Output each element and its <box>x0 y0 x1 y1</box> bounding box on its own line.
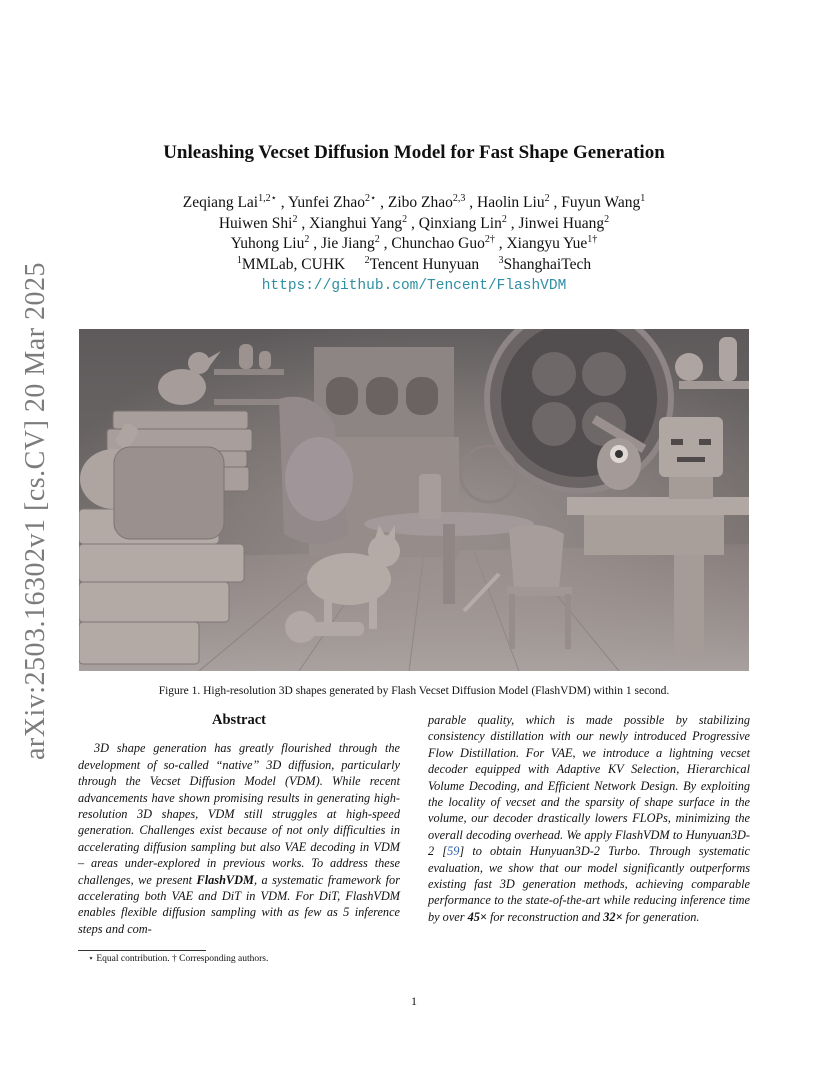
author-name: Xiangyu Yue <box>506 235 588 252</box>
affiliation: MMLab, CUHK <box>241 255 346 273</box>
author-name: Haolin Liu <box>477 194 545 211</box>
author-affil-mark: 1,2⋆ <box>258 192 277 204</box>
author-name: Jinwei Huang <box>518 214 605 232</box>
author-name: Zeqiang Lai <box>182 194 259 211</box>
abstract-text: 3D shape generation has greatly flourished through the development of so-called “native” 3D diffusion, particularly through the Vecset Diffusion Model (VDM). While recent advancements have shown promising results in generating high-resolution 3D shapes, VDM still struggles at high-speed generation. Challenges exist because of not only difficulties in accelerating diffusion sampling but also VAE decoding in VDM – areas under-explored in previous works. To address these challenges, we present <box>78 741 400 887</box>
author-affil-mark: 2 <box>604 213 610 225</box>
author-affil-mark: 2† <box>484 233 495 245</box>
abstract-text: for reconstruction and <box>486 909 604 924</box>
abstract-text: parable quality, which is made possible by stabilizing consistency distillation with our newly introduced Progressive Flow Distillation. For VAE, we introduce a lightning vecset decoder equipped with Adaptive KV Selection, Hierarchical Volume Decoding, and Efficient Network Design. By exploiting the locality of vecset and the sparsity of shape surface in the volume, our decoder drastically lowers FLOPs, minimizing the overall decoding overhead. We apply FlashVDM to Hunyuan3D-2 [ <box>428 713 750 859</box>
abstract-text: , a systematic framework for accelerating both VAE and DiT in VDM. For DiT, FlashVDM enables flexible diffusion sampling with as few as 5 inference steps and com- <box>78 872 400 936</box>
affil-number: 1 <box>236 254 242 266</box>
author-name: Zibo Zhao <box>387 194 453 211</box>
author-block <box>110 193 718 297</box>
affiliations-line <box>110 255 718 276</box>
abstract-right-column <box>428 712 750 925</box>
abstract-text: for generation. <box>622 909 700 924</box>
author-name: Yunfei Zhao <box>287 194 365 211</box>
speedup-recon-bold: 45× <box>467 909 487 924</box>
citation-link[interactable]: 59 <box>447 844 460 859</box>
author-affil-mark: 1 <box>640 192 646 204</box>
author-name: Huiwen Shi <box>218 214 293 232</box>
abstract-paragraph <box>78 740 400 937</box>
figure-caption: Figure 1. High-resolution 3D shapes generated by Flash Vecset Diffusion Model (FlashVDM) within 1 second. <box>158 685 670 697</box>
paper-title: Unleashing Vecset Diffusion Model for Fast Shape Generation <box>163 142 665 163</box>
affiliation: ShanghaiTech <box>503 255 592 273</box>
speedup-gen-bold: 32× <box>603 909 623 924</box>
author-name: Xianghui Yang <box>309 214 403 232</box>
page-number: 1 <box>411 994 417 1008</box>
affil-number: 3 <box>498 254 504 266</box>
author-affil-mark: 2 <box>501 213 507 225</box>
abstract-left-column <box>78 712 400 937</box>
author-affil-mark: 2 <box>374 233 380 245</box>
author-name: Yuhong Liu <box>230 235 305 252</box>
abstract-heading: Abstract <box>212 712 266 728</box>
abstract-paragraph-continued <box>428 712 750 925</box>
author-line-3: Yuhong Liu$^2$ , Jie Jiang$^2$ , Chunchao Guo$^{2\dagger}$ , Xiangyu Yue$^{1\dagger}$ <box>230 233 598 252</box>
arxiv-stamp: arXiv:2503.16302v1 [cs.CV] 20 Mar 2025 <box>20 261 51 760</box>
affiliation: Tencent Hunyuan <box>369 255 480 273</box>
affil-number: 2 <box>364 254 370 266</box>
footnote-rule <box>78 950 206 951</box>
teaser-figure <box>79 329 749 671</box>
author-affil-mark: 1† <box>587 233 598 245</box>
author-line-2: Huiwen Shi$^2$ , Xianghui Yang$^2$ , Qinxiang Lin$^2$ , Jinwei Huang$^2$ <box>218 213 610 232</box>
rendered-3d-scene-image <box>79 329 749 671</box>
author-name: Qinxiang Lin <box>418 214 502 232</box>
author-name: Chunchao Guo <box>391 235 485 252</box>
method-name-bold: FlashVDM <box>196 872 254 887</box>
abstract-text: ] to obtain Hunyuan3D-2 Turbo. Through systematic evaluation, we show that our model significantly outperforms existing fast 3D generation methods, achieving comparable performance to the state-of-the-art while reducing inference time by over <box>428 844 750 924</box>
author-line-1: Zeqiang Lai$^{1,2⋆}$ , Yunfei Zhao$^{2⋆}$ , Zibo Zhao$^{2,3}$ , Haolin Liu$^2$ , Fuyun Wang$^1$ <box>182 192 646 211</box>
author-affil-mark: 2 <box>304 233 310 245</box>
project-url-link[interactable]: https://github.com/Tencent/FlashVDM <box>261 278 567 294</box>
author-name: Jie Jiang <box>320 235 375 252</box>
author-affil-mark: 2 <box>402 213 408 225</box>
author-affil-mark: 2,3 <box>452 192 466 204</box>
author-affil-mark: 2⋆ <box>364 192 377 204</box>
footnote: ⋆ Equal contribution. † Corresponding authors. <box>88 954 269 964</box>
author-name: Fuyun Wang <box>561 194 641 211</box>
author-affil-mark: 2 <box>292 213 298 225</box>
author-affil-mark: 2 <box>544 192 550 204</box>
